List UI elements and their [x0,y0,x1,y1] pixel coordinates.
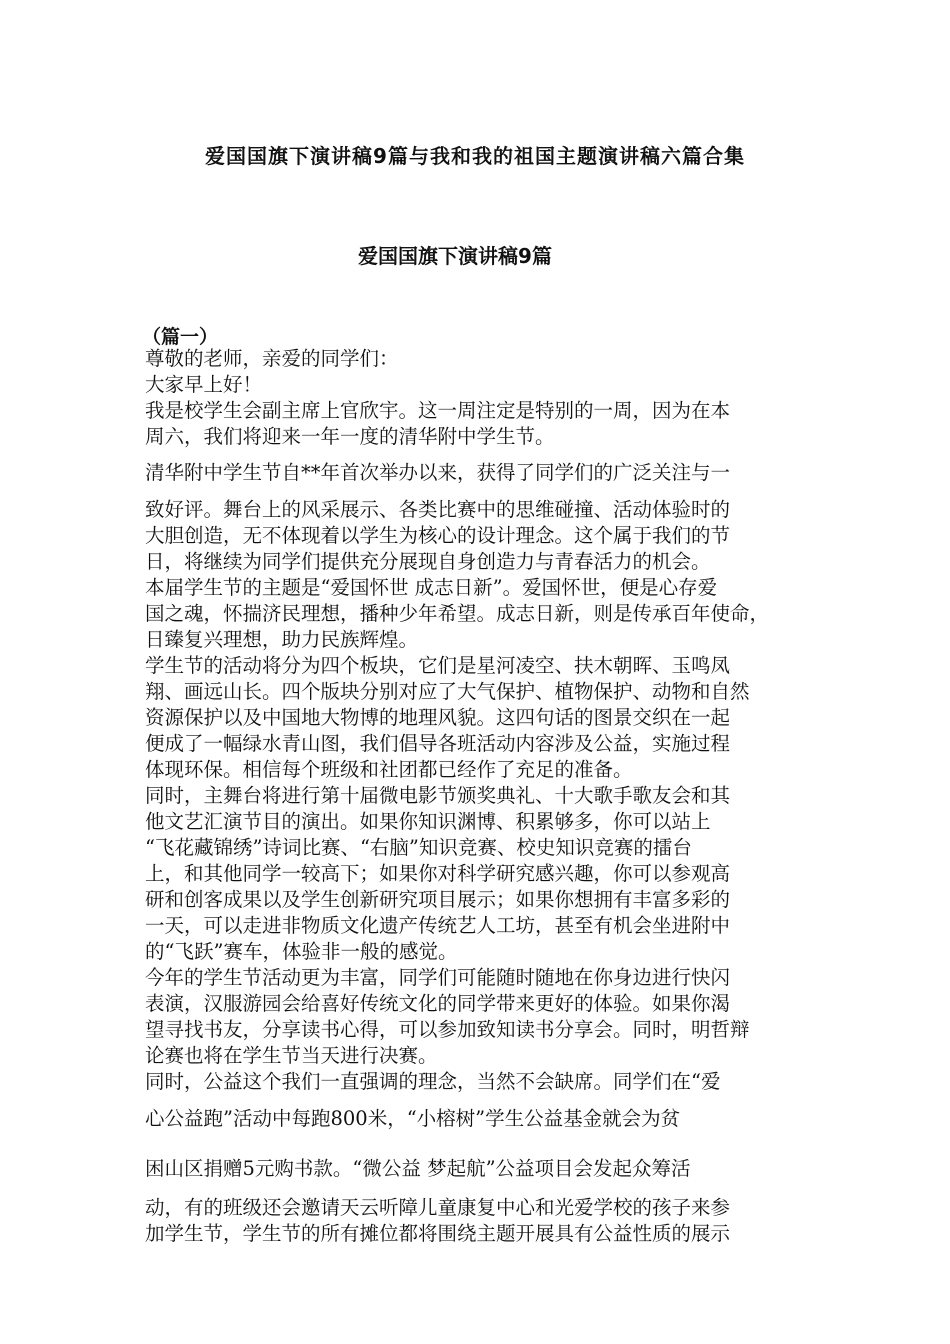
text-line: 心公益跑”活动中每跑800米，“小榕树”学生公益基金就会为贫 [145,1107,681,1130]
text-line: 加学生节，学生节的所有摊位都将围绕主题开展具有公益性质的展示 [145,1222,731,1245]
text-line: 体现环保。相信每个班级和社团都已经作了充足的准备。 [145,758,633,781]
text-line: 资源保护以及中国地大物博的地理风貌。这四句话的图景交织在一起 [145,706,731,729]
section-label: （篇一） [142,326,219,348]
text-line: 今年的学生节活动更为丰富，同学们可能随时随地在你身边进行快闪 [145,966,731,989]
text-line: 国之魂，怀揣济民理想，播种少年希望。成志日新，则是传承百年使命， [145,602,770,625]
text-line: 学生节的活动将分为四个板块，它们是星河凌空、扶木朝晖、玉鸣凤 [145,654,731,677]
text-line: 本届学生节的主题是“爱国怀世 成志日新”。爱国怀世，便是心存爱 [145,576,718,599]
text-line: 致好评。舞台上的风采展示、各类比赛中的思维碰撞、活动体验时的 [145,498,731,521]
text-line: “飞花藏锦绣”诗词比赛、“右脑”知识竞赛、校史知识竞赛的擂台 [145,836,692,859]
text-line: 大家早上好！ [145,373,263,396]
text-line: 周六，我们将迎来一年一度的清华附中学生节。 [145,425,555,448]
text-line: 的“飞跃”赛车，体验非一般的感觉。 [145,940,458,963]
text-line: 同时，公益这个我们一直强调的理念，当然不会缺席。同学们在“爱 [145,1070,721,1093]
text-line: 望寻找书友，分享读书心得，可以参加致知读书分享会。同时，明哲辩 [145,1018,750,1041]
text-line: 论赛也将在学生节当天进行决赛。 [145,1044,438,1067]
text-line: 日臻复兴理想，助力民族辉煌。 [145,628,419,651]
text-line: 同时，主舞台将进行第十届微电影节颁奖典礼、十大歌手歌友会和其 [145,784,731,807]
text-line: 我是校学生会副主席上官欣宇。这一周注定是特别的一周，因为在本 [145,399,731,422]
text-line: 尊敬的老师，亲爱的同学们： [145,347,399,370]
section-title: 爱国国旗下演讲稿9篇 [358,244,552,268]
text-line: 大胆创造，无不体现着以学生为核心的设计理念。这个属于我们的节 [145,524,731,547]
text-line: 日，将继续为同学们提供充分展现自身创造力与青春活力的机会。 [145,550,711,573]
text-line: 一天，可以走进非物质文化遗产传统艺人工坊，甚至有机会坐进附中 [145,914,731,937]
text-line: 动，有的班级还会邀请天云听障儿童康复中心和光爱学校的孩子来参 [145,1196,731,1219]
text-line: 研和创客成果以及学生创新研究项目展示；如果你想拥有丰富多彩的 [145,888,731,911]
text-line: 便成了一幅绿水青山图，我们倡导各班活动内容涉及公益，实施过程 [145,732,731,755]
text-line: 表演，汉服游园会给喜好传统文化的同学带来更好的体验。如果你渴 [145,992,731,1015]
text-line: 他文艺汇演节目的演出。如果你知识渊博、积累够多，你可以站上 [145,810,711,833]
text-line: 困山区捐赠5元购书款。“微公益 梦起航”公益项目会发起众筹活 [145,1157,691,1180]
document-title: 爱国国旗下演讲稿9篇与我和我的祖国主题演讲稿六篇合集 [205,144,745,168]
text-line: 翔、画远山长。四个版块分别对应了大气保护、植物保护、动物和自然 [145,680,750,703]
text-line: 上，和其他同学一较高下；如果你对科学研究感兴趣，你可以参观高 [145,862,731,885]
text-line: 清华附中学生节自**年首次举办以来，获得了同学们的广泛关注与一 [145,461,731,484]
